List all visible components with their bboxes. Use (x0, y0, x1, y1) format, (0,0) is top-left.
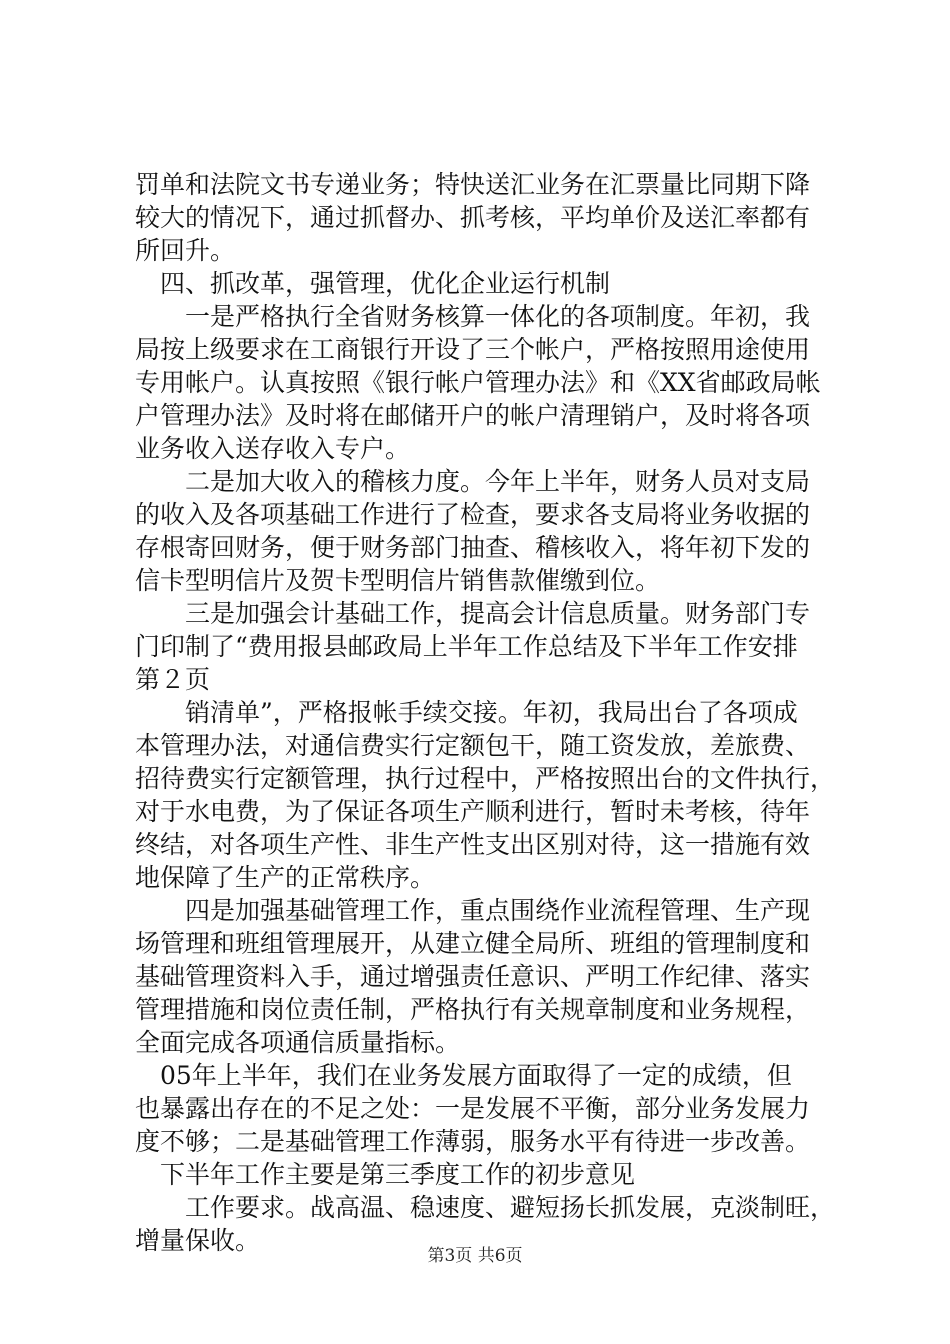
text-line: 终结，对各项生产性、非生产性支出区别对待，这一措施有效 (135, 830, 811, 859)
text-line: 管理措施和岗位责任制，严格执行有关规章制度和业务规程， (135, 995, 811, 1024)
paragraph-start: 一是严格执行全省财务核算一体化的各项制度。年初，我 (185, 302, 811, 331)
text-line: 基础管理资料入手，通过增强责任意识、严明工作纪律、落实 (135, 962, 811, 991)
text-line: 局按上级要求在工商银行开设了三个帐户，严格按照用途使用 (135, 335, 811, 364)
page-number-label: 第3页 共6页 (427, 1246, 523, 1266)
inline-page-marker: 第２页 (135, 665, 211, 694)
text-line: 所回升。 (135, 236, 236, 265)
text-line: 的收入及各项基础工作进行了检查，要求各支局将业务收据的 (135, 500, 811, 529)
paragraph-start: 二是加大收入的稽核力度。今年上半年，财务人员对支局 (185, 467, 811, 496)
paragraph-start: 三是加强会计基础工作，提高会计信息质量。财务部门专 (185, 599, 811, 628)
text-line: 本管理办法，对通信费实行定额包干，随工资发放，差旅费、 (135, 731, 811, 760)
text-line: 增量保收。 (135, 1226, 261, 1255)
text-line: 户管理办法》及时将在邮储开户的帐户清理销户，及时将各项 (135, 401, 811, 430)
page-footer (0, 1244, 950, 1268)
paragraph-start: 工作要求。战高温、稳速度、避短扬长抓发展，克淡制旺， (185, 1193, 836, 1222)
paragraph-start: 下半年工作主要是第三季度工作的初步意见 (160, 1160, 636, 1189)
text-line: 罚单和法院文书专递业务；特快送汇业务在汇票量比同期下降 (135, 170, 811, 199)
text-line: 也暴露出存在的不足之处：一是发展不平衡，部分业务发展力 (135, 1094, 811, 1123)
text-line: 全面完成各项通信质量指标。 (135, 1028, 461, 1057)
text-line: 业务收入送存收入专户。 (135, 434, 411, 463)
text-line: 场管理和班组管理展开，从建立健全局所、班组的管理制度和 (135, 929, 811, 958)
text-line: 较大的情况下，通过抓督办、抓考核，平均单价及送汇率都有 (135, 203, 811, 232)
text-line: 度不够；二是基础管理工作薄弱，服务水平有待进一步改善。 (135, 1127, 811, 1156)
text-line: 信卡型明信片及贺卡型明信片销售款催缴到位。 (135, 566, 661, 595)
text-line: 对于水电费，为了保证各项生产顺利进行，暂时未考核，待年 (135, 797, 811, 826)
text-line: 地保障了生产的正常秩序。 (135, 863, 436, 892)
section-heading: 四、抓改革，强管理，优化企业运行机制 (160, 269, 611, 298)
text-line: 存根寄回财务，便于财务部门抽查、稽核收入，将年初下发的 (135, 533, 811, 562)
text-line: 门印制了“费用报县邮政局上半年工作总结及下半年工作安排 (135, 632, 798, 661)
text-line: 专用帐户。认真按照《银行帐户管理办法》和《XX省邮政局帐 (135, 368, 821, 397)
paragraph-start: 05年上半年，我们在业务发展方面取得了一定的成绩，但 (160, 1061, 792, 1090)
text-line: 招待费实行定额管理，执行过程中，严格按照出台的文件执行， (135, 764, 836, 793)
paragraph-start: 销清单”，严格报帐手续交接。年初，我局出台了各项成 (185, 698, 798, 727)
paragraph-start: 四是加强基础管理工作，重点围绕作业流程管理、生产现 (185, 896, 811, 925)
